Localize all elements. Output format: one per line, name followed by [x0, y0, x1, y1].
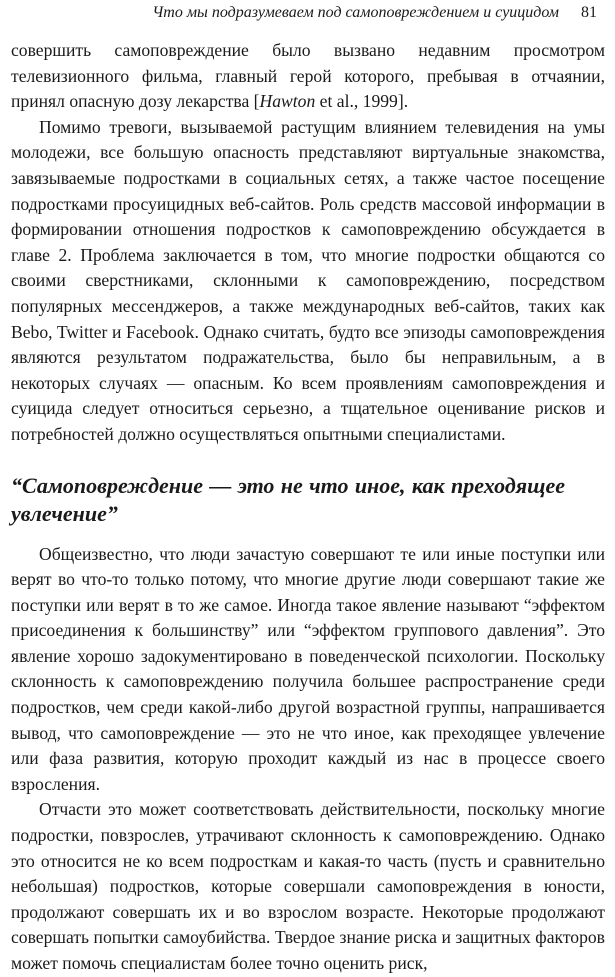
paragraph-text: совершить самоповреждение было вызвано недавним просмотром телевизионного фильма, главный герой которого, пребывая в отчаянии, принял опасную дозу лекарства [	[11, 40, 605, 112]
paragraph	[11, 38, 605, 115]
paragraph-text: Общеизвестно, что люди зачастую совершают те или иные поступки или верят во что-то только потому, что многие другие люди совершают такие же поступки или верят в то же самое. Иногда такое явление называют “эффектом присоединения к большинству” или “эффектом группового давления”. Это явление хорошо задокументировано в поведенческой психологии. Поскольку склонность к самоповреждению получила большее распространение среди подростков, чем среди какой-либо другой возрастной группы, напрашивается вывод, что самоповреждение — это не что иное, как преходящее увлечение или фаза развития, которую проходит каждый из нас в процессе своего взросления.	[11, 543, 605, 794]
italic-text: Hawton	[259, 91, 316, 112]
page-number: 81	[581, 4, 597, 21]
section-heading: “Самоповреждение — это не что иное, как преходящее увлечение”	[11, 472, 565, 526]
body-text	[11, 38, 605, 977]
paragraph-text: et al., 1999].	[315, 91, 409, 112]
paragraph	[11, 797, 605, 976]
paragraphs-after	[11, 542, 605, 977]
running-title: Что мы подразумеваем под самоповреждением и суицидом	[152, 4, 559, 21]
paragraph-text: Отчасти это может соответствовать действительности, поскольку многие подростки, повзрослев, утрачивают склонность к самоповреждению. Однако это относится не ко всем подросткам и какая-то часть (пусть и сравнительно небольшая) подростков, которые совершали самоповреждения в юности, продолжают совершать их и во взрослом возрасте. Некоторые продолжают совершать попытки самоубийства. Твердое знание риска и защитных факторов может помочь специалистам более точно оценить риск,	[11, 799, 605, 973]
paragraphs-before	[11, 38, 605, 448]
paragraph	[11, 115, 605, 448]
paragraph-text: Помимо тревоги, вызываемой растущим влиянием телевидения на умы молодежи, все большую опасность представляют виртуальные знакомства, завязываемые подростками в социальных сетях, а также частое посещение подростками просуицидных веб-сайтов. Роль средств массовой информации в формировании отношения подростков к самоповреждению обсуждается в главе 2. Проблема заключается в том, что многие подростки общаются со своими сверстниками, склонными к самоповреждению, посредством популярных мессенджеров, а также международных веб-сайтов, таких как Bebo, Twitter и Facebook. Однако считать, будто все эпизоды самоповреждения являются результатом подражательства, было бы неправильным, а в некоторых случаях — опасным. Ко всем проявлениям самоповреждения и суицида следует относиться серьезно, а тщательное оценивание рисков и потребностей должно осуществляться опытными специалистами.	[11, 116, 605, 444]
running-header	[11, 0, 605, 38]
paragraph	[11, 542, 605, 798]
